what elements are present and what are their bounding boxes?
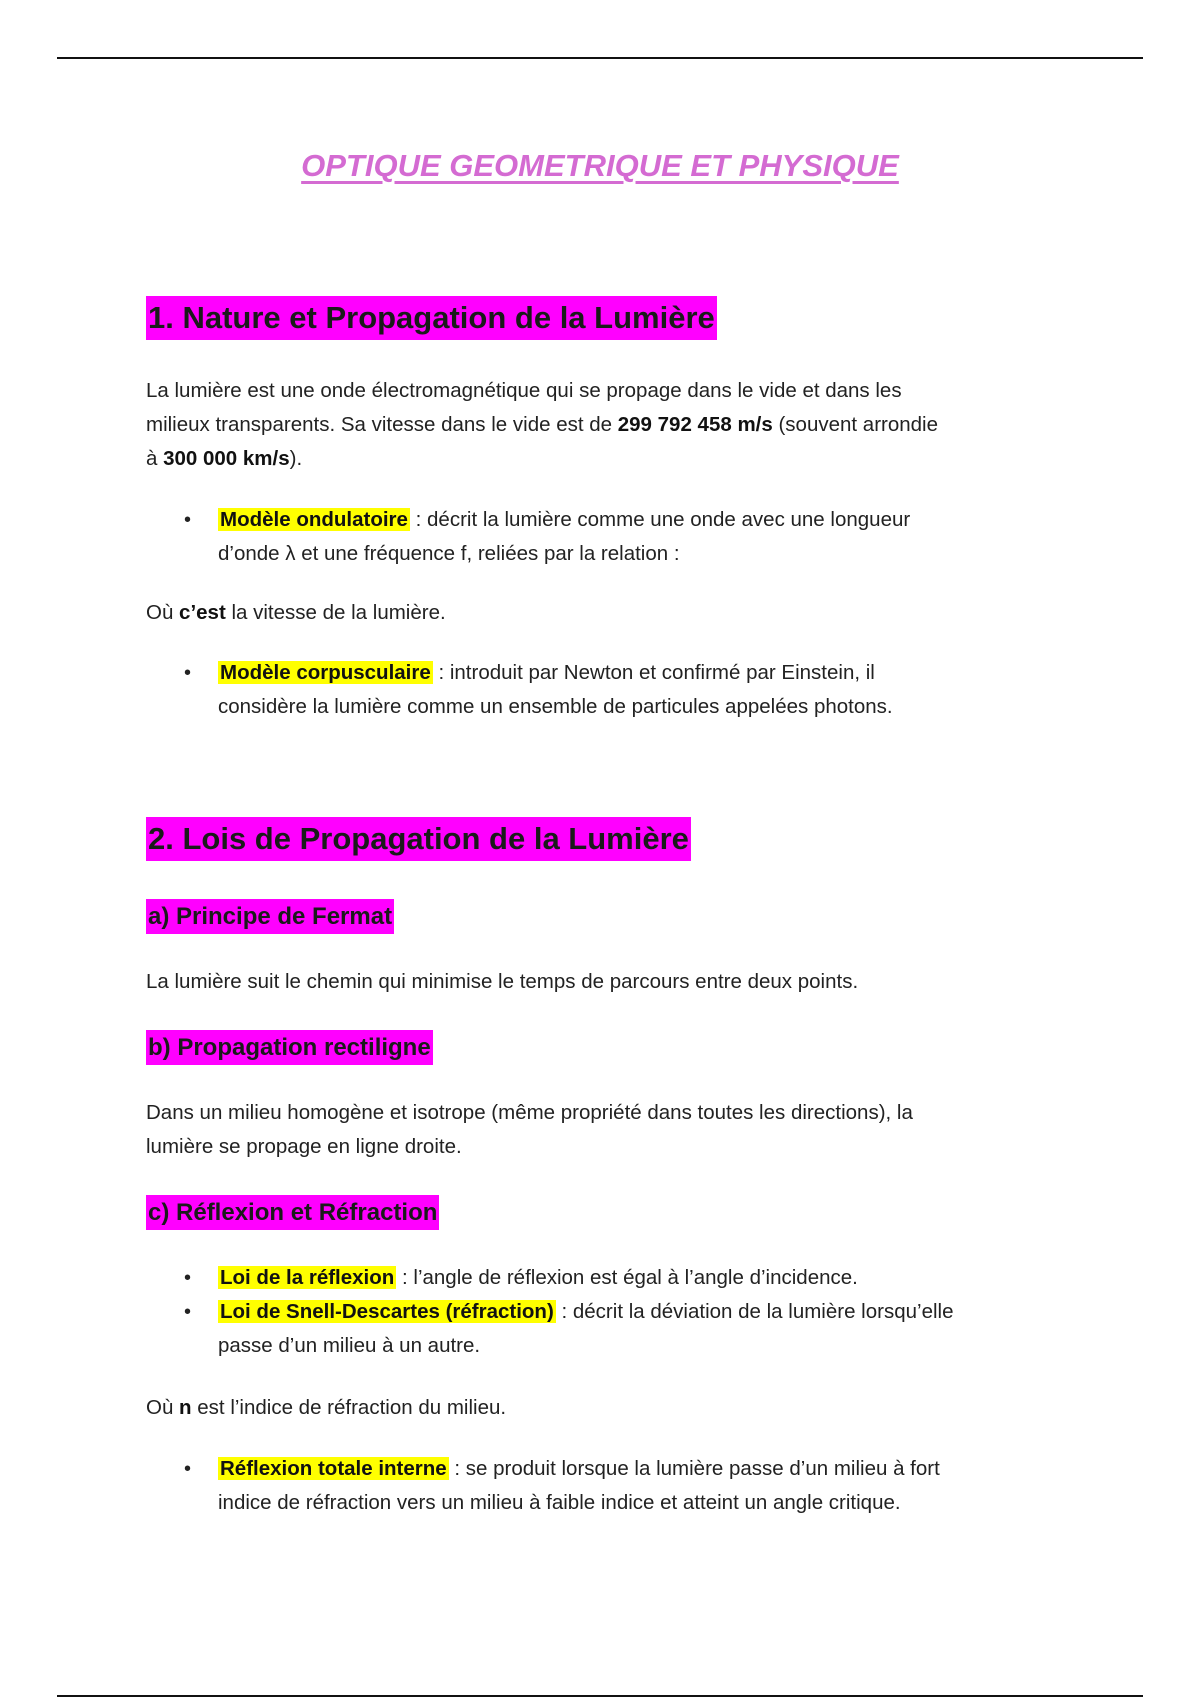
speed-value: 299 792 458 m/s xyxy=(617,413,773,436)
section-2-heading: 2. Lois de Propagation de la Lumière xyxy=(146,817,691,861)
reflection-heading: c) Réflexion et Réfraction xyxy=(146,1195,439,1230)
intro-line-1: La lumière est une onde électromagnétique qui se propage dans le vide et dans les xyxy=(146,379,902,402)
rectilinear-line-2: lumière se propage en ligne droite. xyxy=(146,1135,462,1158)
bullet-icon: • xyxy=(184,509,192,531)
fermat-text-block xyxy=(146,965,1066,999)
intro-line-3-end: ). xyxy=(289,447,303,470)
wave-model-desc-1: : décrit la lumière comme une onde avec une longueur xyxy=(409,508,911,531)
particle-model-list xyxy=(146,656,1066,724)
intro-line-2: milieux transparents. Sa vitesse dans le vide est de xyxy=(146,413,618,436)
rectilinear-heading-block xyxy=(146,1030,1066,1065)
bullet-icon: • xyxy=(184,1458,192,1480)
particle-model-desc-2: considère la lumière comme un ensemble de particules appelées photons. xyxy=(218,695,893,718)
section-2-heading-block xyxy=(146,817,1066,861)
list-item-wave-model xyxy=(146,503,1066,571)
note-c-pre: Où xyxy=(146,601,180,624)
total-reflection-desc-1: : se produit lorsque la lumière passe d’un milieu à fort xyxy=(448,1457,940,1480)
bullet-icon: • xyxy=(184,1267,192,1289)
fermat-text: La lumière suit le chemin qui minimise le temps de parcours entre deux points. xyxy=(146,970,859,993)
reflection-law-term: Loi de la réflexion xyxy=(220,1266,395,1289)
snell-law-desc-1: : décrit la déviation de la lumière lorsqu’elle xyxy=(555,1300,954,1323)
wave-model-list xyxy=(146,503,1066,571)
wave-model-term: Modèle ondulatoire xyxy=(220,508,408,531)
bullet-icon: • xyxy=(184,662,192,684)
note-n-bold: n xyxy=(179,1396,192,1419)
rectilinear-line-1: Dans un milieu homogène et isotrope (même propriété dans toutes les directions), la xyxy=(146,1101,913,1124)
note-n-pre: Où xyxy=(146,1396,180,1419)
reflection-laws-list xyxy=(146,1261,1066,1363)
list-item-particle-model xyxy=(146,656,1066,724)
rectilinear-text-block xyxy=(146,1096,1066,1164)
particle-model-term: Modèle corpusculaire xyxy=(220,661,431,684)
top-rule xyxy=(57,57,1143,59)
reflection-heading-block xyxy=(146,1195,1066,1230)
note-c xyxy=(146,596,1066,630)
total-reflection-desc-2: indice de réfraction vers un milieu à faible indice et atteint un angle critique. xyxy=(218,1491,901,1514)
note-c-bold: c’est xyxy=(179,601,226,624)
page-title: OPTIQUE GEOMETRIQUE ET PHYSIQUE xyxy=(301,148,899,183)
wave-model-desc-2: d’onde λ et une fréquence f, reliées par la relation : xyxy=(218,542,680,565)
list-item-snell-law xyxy=(146,1295,1066,1363)
snell-law-term: Loi de Snell-Descartes (réfraction) xyxy=(220,1300,554,1323)
speed-rounded-value: 300 000 km/s xyxy=(163,447,290,470)
note-n-post: est l’indice de réfraction du milieu. xyxy=(191,1396,507,1419)
section-1-heading-block xyxy=(146,296,1066,340)
snell-law-desc-2: passe d’un milieu à un autre. xyxy=(218,1334,481,1357)
fermat-heading-block xyxy=(146,899,1066,934)
intro-line-2-end: (souvent arrondie xyxy=(772,413,939,436)
bullet-icon: • xyxy=(184,1301,192,1323)
note-c-post: la vitesse de la lumière. xyxy=(225,601,446,624)
section-1-heading: 1. Nature et Propagation de la Lumière xyxy=(146,296,717,340)
section-1-intro xyxy=(146,374,1066,476)
note-n xyxy=(146,1391,1066,1425)
particle-model-desc-1: : introduit par Newton et confirmé par Einstein, il xyxy=(432,661,875,684)
bottom-rule xyxy=(57,1695,1143,1697)
total-reflection-list xyxy=(146,1452,1066,1520)
rectilinear-heading: b) Propagation rectiligne xyxy=(146,1030,433,1065)
list-item-reflection-law xyxy=(146,1261,1066,1295)
reflection-law-desc: : l’angle de réflexion est égal à l’angle d’incidence. xyxy=(396,1266,858,1289)
list-item-total-reflection xyxy=(146,1452,1066,1520)
total-reflection-term: Réflexion totale interne xyxy=(220,1457,447,1480)
intro-line-3: à xyxy=(146,447,164,470)
fermat-heading: a) Principe de Fermat xyxy=(146,899,394,934)
